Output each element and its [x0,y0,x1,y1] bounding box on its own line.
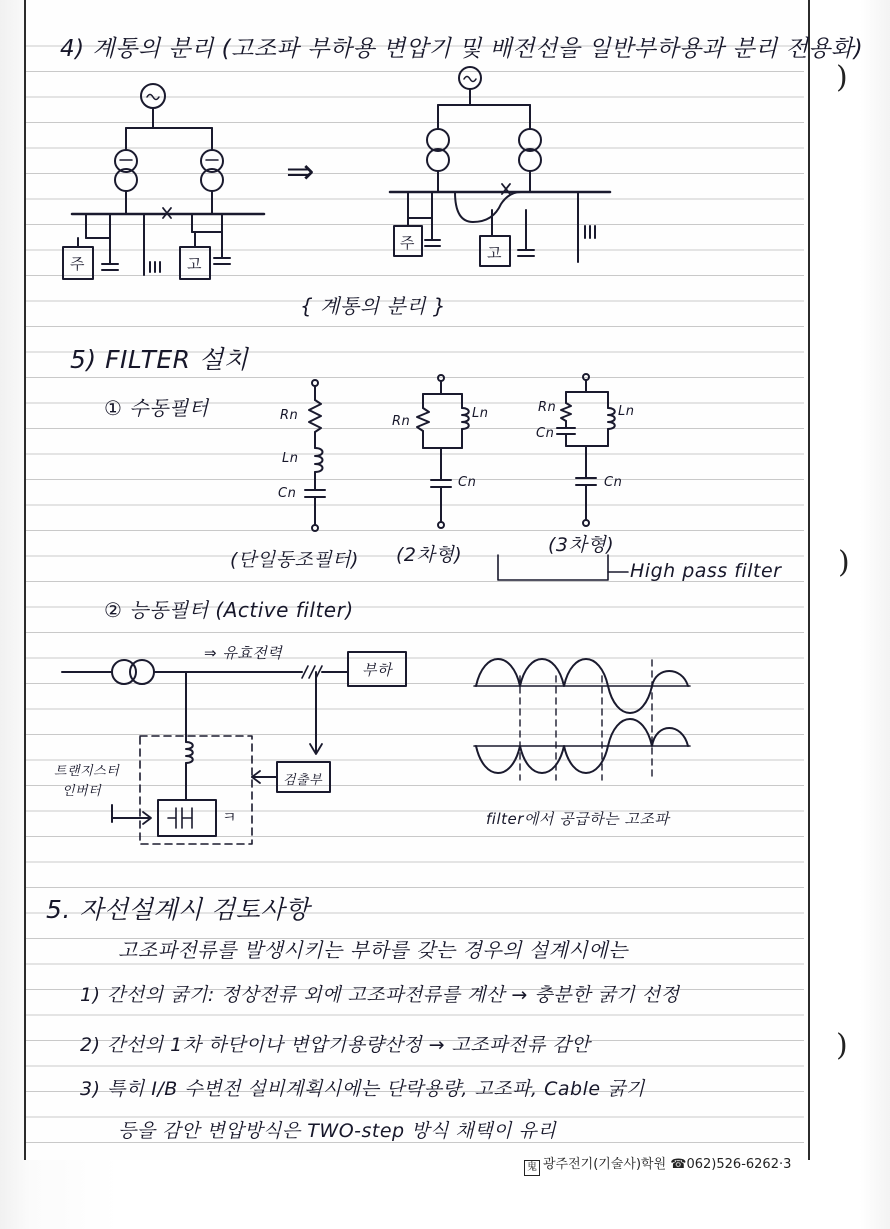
caption-third-order: (3차형) [548,534,615,556]
third-order-filter [557,374,615,526]
active-filter-title: ② 능동필터 (Active filter) [104,598,354,622]
label-transistor: 트랜지스터 [54,764,120,779]
caption-separation: { 계통의 분리 } [300,294,447,318]
arrow-icon: ⇒ [286,152,315,192]
label-cn: Cn [458,475,477,490]
academy-logo: 鬼 [524,1160,540,1176]
caption-high-pass: High pass filter [630,560,782,582]
hpf-bracket [498,555,608,580]
label-rn: Rn [280,408,299,423]
label-detector: 검출부 [283,773,323,788]
inverter-frame [140,736,252,844]
item-3-cont: 등을 감안 변압방식은 TWO-step 방식 채택이 유리 [118,1120,557,1142]
caption-single-tuned: (단일동조필터) [230,549,359,571]
label-ln: Ln [472,406,489,421]
footer-text: 광주전기(기술사)학원 ☎062)526-6262·3 [543,1157,792,1172]
label-rn: Rn [538,400,557,415]
section-5-title: 5. 자선설계시 검토사항 [46,895,310,924]
label-switch: ㅋ [222,808,237,826]
label-load: 부하 [362,661,392,679]
binder-hole-bottom: ) [836,1028,848,1063]
caption-second-order: (2차형) [396,544,463,566]
item-2: 2) 간선의 1차 하단이나 변압기용량산정 → 고조파전류 감안 [80,1034,591,1056]
item-1: 1) 간선의 굵기: 정상전류 외에 고조파전류를 계산 → 충분한 굵기 선정 [80,984,680,1006]
heading-system-separation: 4) 계통의 분리 (고조파 부하용 변압기 및 배전선을 일반부하용과 분리 전용화) [60,36,864,62]
load-harmonic-label: 고 [187,255,202,273]
label-cn: Cn [604,475,623,490]
label-rn: Rn [392,414,411,429]
load-harmonic-label: 고 [487,244,502,262]
label-ln: Ln [618,404,635,419]
caption-waveform: filter에서 공급하는 고조파 [486,810,670,828]
label-active-power: ⇒ 유효전력 [204,644,283,662]
inductor-symbol [315,448,323,472]
binder-hole-top: ) [836,60,848,95]
heading-filter-install: 5) FILTER 설치 [70,345,249,374]
waveform-plot [474,659,690,780]
load-main-label: 주 [400,234,415,252]
binder-hole-middle: ) [838,545,850,580]
label-cn: Cn [278,486,297,501]
label-inverter: 인버터 [62,784,102,799]
label-cn: Cn [536,426,555,441]
resistor-symbol [309,400,321,432]
footer-academy [524,1153,791,1176]
load-main-label: 주 [70,255,85,273]
passive-filter-title: ① 수동필터 [104,396,209,420]
label-ln: Ln [282,451,299,466]
section-5-intro: 고조파전류를 발생시키는 부하를 갖는 경우의 설계시에는 [118,938,628,962]
item-3: 3) 특히 I/B 수변전 설비계획시에는 단락용량, 고조파, Cable 굵기 [80,1078,645,1100]
